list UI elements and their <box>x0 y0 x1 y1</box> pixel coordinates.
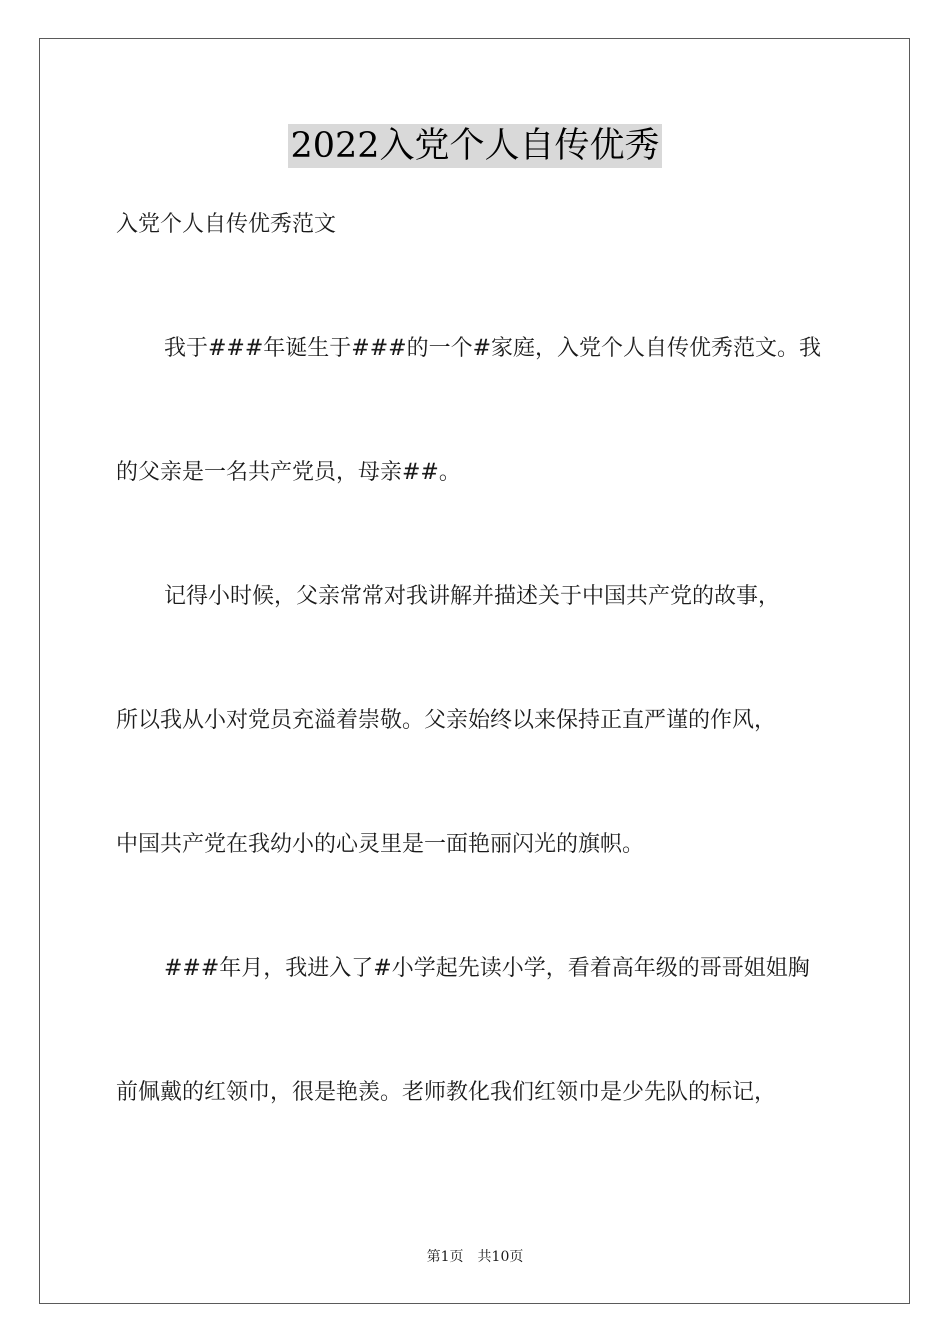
paragraph-line: 记得小时候，父亲常常对我讲解并描述关于中国共产党的故事， <box>164 584 781 609</box>
document-title: 2022入党个人自传优秀 <box>290 126 660 166</box>
paragraph-line: 的父亲是一名共产党员，母亲##。 <box>116 460 461 485</box>
paragraph-line: 我于###年诞生于###的一个#家庭，入党个人自传优秀范文。我 <box>164 336 822 361</box>
paragraph-line: 前佩戴的红领巾，很是艳羡。老师教化我们红领巾是少先队的标记， <box>116 1080 777 1105</box>
paragraph-line: 中国共产党在我幼小的心灵里是一面艳丽闪光的旗帜。 <box>116 832 645 857</box>
document-subtitle: 入党个人自传优秀范文 <box>116 212 337 237</box>
paragraph-line: ###年月，我进入了#小学起先读小学，看着高年级的哥哥姐姐胸 <box>164 956 810 981</box>
page-number-footer: 第1页 共10页 <box>426 1249 524 1265</box>
paragraph-line: 所以我从小对党员充溢着崇敬。父亲始终以来保持正直严谨的作风， <box>116 708 777 733</box>
title-container <box>0 124 950 168</box>
